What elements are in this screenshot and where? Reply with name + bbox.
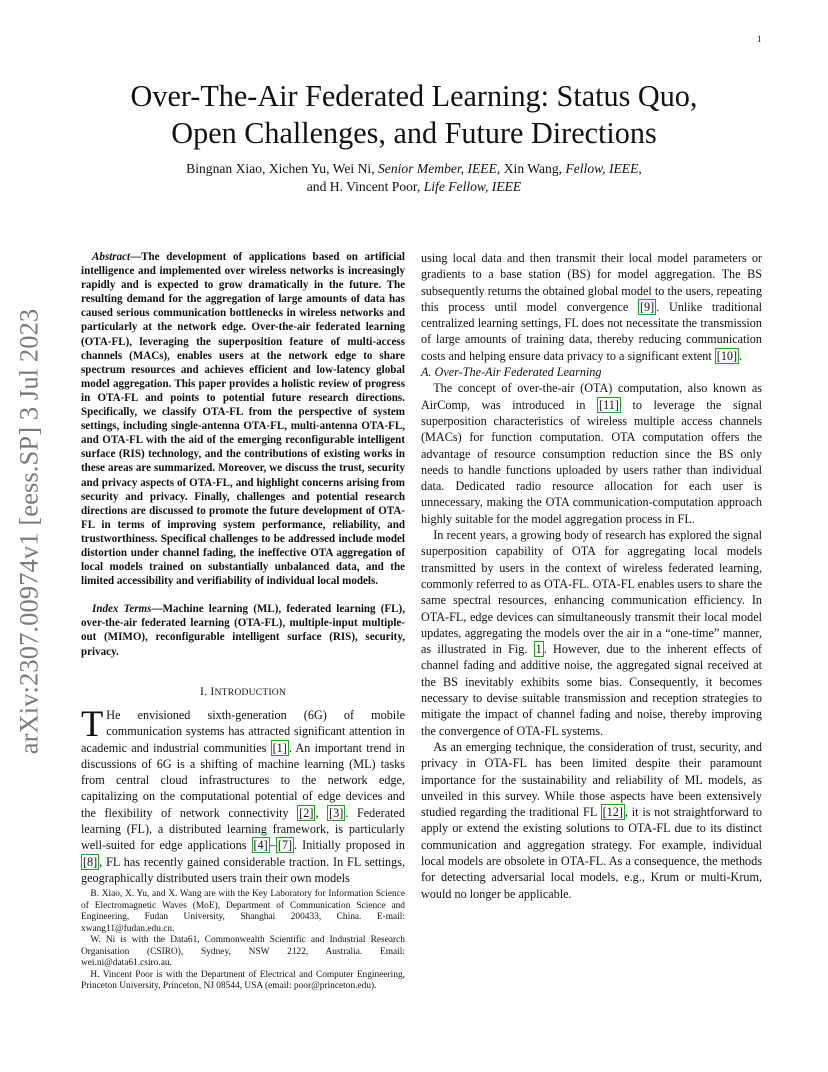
intro-text: –	[269, 838, 276, 853]
body-text: . Unlike traditional centralized learning settings, FL does not necessitate the transmission of large amounts of training data, thereby reducing communication costs and helping ensure data privacy to a significant extent	[421, 299, 762, 363]
body-text: As an emerging technique, the consideration of trust, security, and privacy in OTA-FL has been limited despite their paramount importance for the sustainability and reliability of ML models, as unveiled in this survey. While those aspects have been extensively studied regarding the traditional FL	[421, 739, 762, 820]
right-column	[421, 250, 762, 902]
author-names-3: and H. Vincent Poor,	[306, 179, 424, 194]
section-title-initial: I	[210, 683, 215, 698]
subsection-heading-ota-fl: A. Over-The-Air Federated Learning	[421, 365, 602, 380]
left-column	[81, 250, 405, 886]
body-text: The concept of over-the-air (OTA) computation, also known as AirComp, was introduced in	[421, 381, 762, 412]
author-names-1: Bingnan Xiao, Xichen Yu, Wei Ni,	[186, 161, 378, 176]
author-role-2: Fellow, IEEE	[565, 161, 639, 176]
citation-link[interactable]: [9]	[640, 299, 655, 314]
abstract-body: —The development of applications based on artificial intelligence and implemented over wireless networks is increasingly rapidly and is expected to grow dramatically in the future. The resulting demand for the aggregation of large amounts of data has caused serious communication bottlenecks in wireless networks and particularly at the network edge. Over-the-air federated learning (OTA-FL), leveraging the superposition feature of multi-access channels (MACs), enables users at the network edge to share spectrum resources and achieves efficient and low-latency global model aggregation. This paper provides a holistic review of progress in OTA-FL and points to potential future research directions. Specifically, we classify OTA-FL from the perspective of system settings, including single-antenna OTA-FL, multi-antenna OTA-FL, and OTA-FL with the aid of the emerging reconfigurable intelligent surface (RIS) technology, and the contributions of existing works in these areas are summarized. Moreover, we discuss the trust, security and privacy aspects of OTA-FL, and highlight concerns arising from security and privacy. Finally, challenges and potential research directions are discussed to promote the future development of OTA-FL in terms of improving system performance, reliability, and trustworthiness. Specifical challenges to be addressed include model distortion under channel fading, the ineffective OTA aggregation of local models trained on substantially unbalanced data, and the limited accessibility and verifiability of individual local models.	[81, 251, 405, 588]
intro-text: , FL has recently gained considerable traction. In FL settings, geographically distributed users train their own models	[81, 854, 405, 885]
citation-link[interactable]: [12]	[602, 805, 623, 820]
citation-link[interactable]: [8]	[83, 854, 98, 869]
intro-text: . An important trend in discussions of 6G is a shifting of machine learning (ML) tasks from central cloud infrastructures to the network edge, capitalizing on the computational potential of edge devices and the flexibility of network connectivity	[81, 740, 405, 820]
section-numeral: I.	[199, 683, 211, 698]
abstract-label: Abstract	[92, 251, 131, 263]
abstract	[81, 250, 405, 588]
paper-title	[60, 78, 768, 152]
citation-link[interactable]: [3]	[329, 805, 344, 820]
drop-cap: T	[81, 702, 104, 744]
author-role-3: Life Fellow, IEEE	[423, 179, 522, 194]
author-separator: ,	[638, 161, 642, 176]
title-line-2: Open Challenges, and Future Directions	[171, 116, 657, 150]
index-terms	[81, 602, 405, 658]
body-text: .	[739, 348, 743, 363]
citation-link[interactable]: [10]	[716, 348, 738, 363]
body-text: . However, due to the inherent effects of channel fading and additive noise, the aggregated signal received at the BS inevitably exhibits some bias. Consequently, it becomes necessary to devise suitable transmission and reception strategies to mitigate the impact of channel fading and noise, thereby improving the convergence of OTA-FL systems.	[421, 642, 762, 738]
section-title-rest: NTRODUCTION	[214, 686, 287, 698]
arxiv-identifier-stamp	[4, 296, 54, 766]
introduction-paragraph	[81, 702, 405, 886]
intro-text: He envisioned sixth-generation (6G) of mobile communication systems has attracted significant attention in academic and industrial communities	[81, 707, 405, 755]
index-terms-label: Index Terms	[92, 603, 152, 616]
arxiv-identifier-text: arXiv:2307.00974v1 [eess.SP] 3 Jul 2023	[13, 308, 44, 754]
paragraph-trust-security	[421, 739, 762, 902]
body-text: using local data and then transmit their local model parameters or gradients to a base station (BS) for model aggregation. The BS subsequently returns the obtained global model to the users, repeating this process until model convergence	[421, 251, 762, 314]
author-role-1: Senior Member, IEEE	[378, 161, 497, 176]
citation-link[interactable]: [7]	[277, 838, 293, 853]
intro-text: . Federated learning (FL), a distributed learning framework, is particularly well-suited for edge applications	[81, 805, 405, 853]
title-line-1: Over-The-Air Federated Learning: Status Quo,	[130, 79, 698, 113]
citation-link[interactable]: [11]	[599, 397, 619, 412]
body-text: In recent years, a growing body of research has explored the signal superposition capability of OTA for aggregating local models transmitted by users in the context of wireless federated learning, commonly referred to as OTA-FL. OTA-FL enables users to share the same spectral resources, enhancing communication efficiency. In OTA-FL, edge devices can simultaneously transmit their local model updates, aggregating the models over the air in a “one-time” manner, as illustrated in Fig.	[421, 528, 762, 657]
citation-link[interactable]: [1]	[272, 740, 287, 755]
author-list	[60, 160, 768, 196]
affiliation-footnotes	[81, 889, 405, 993]
intro-text: ,	[315, 805, 328, 820]
index-terms-body: —Machine learning (ML), federated learning (FL), over-the-air federated learning (OTA-FL), multiple-input multiple-out (MIMO), reconfigurable intelligent surface (RIS), security, privacy.	[81, 603, 405, 658]
paragraph-ota-fl-research	[421, 527, 762, 739]
intro-text: . Initially proposed in	[294, 838, 405, 853]
author-names-2: , Xin Wang,	[496, 161, 566, 176]
citation-link[interactable]: [2]	[299, 805, 314, 820]
page-number: 1	[757, 34, 762, 44]
footnote-2: W. Ni is with the Data61, Commonwealth Scientific and Industrial Research Organisation (CSIRO), Sydney, NSW 2122, Australia. Email: wei.ni@data61.csiro.au.	[81, 935, 405, 968]
body-text: , it is not straightforward to apply or extend the existing solutions to OTA-FL due to its distinct communication and aggregation strategy. For example, individual local models are obsolete in OTA-FL. As a consequence, the methods for detecting adversarial local models, e.g., Krum or multi-Krum, would no longer be applicable.	[421, 805, 762, 901]
section-heading-introduction	[81, 683, 405, 701]
figure-link[interactable]: 1	[535, 642, 542, 657]
paragraph-fl-overview	[421, 250, 762, 364]
citation-link[interactable]: [4]	[253, 838, 268, 853]
footnote-3: H. Vincent Poor is with the Department of Electrical and Computer Engineering, Princeton University, Princeton, NJ 08544, USA (email: poor@princeton.edu).	[81, 969, 405, 991]
body-text: to leverage the signal superposition characteristics of wireless multiple access channels (MACs) for function computation. OTA computation offers the advantage of resource consumption reduction since the BS only needs to handle functions uploaded by users rather than individual data. Dedicated radio resource allocation for each user is unnecessary, making the OTA communication-computation approach highly suitable for the model aggregation process in FL.	[421, 397, 762, 526]
footnote-1: B. Xiao, X. Yu, and X. Wang are with the Key Laboratory for Information Science of Electromagnetic Waves (MoE), Department of Communication Science and Engineering, Fudan University, Shanghai 200433, China. E-mail: xwang11@fudan.edu.cn.	[81, 889, 405, 934]
paragraph-ota-concept	[421, 380, 762, 527]
